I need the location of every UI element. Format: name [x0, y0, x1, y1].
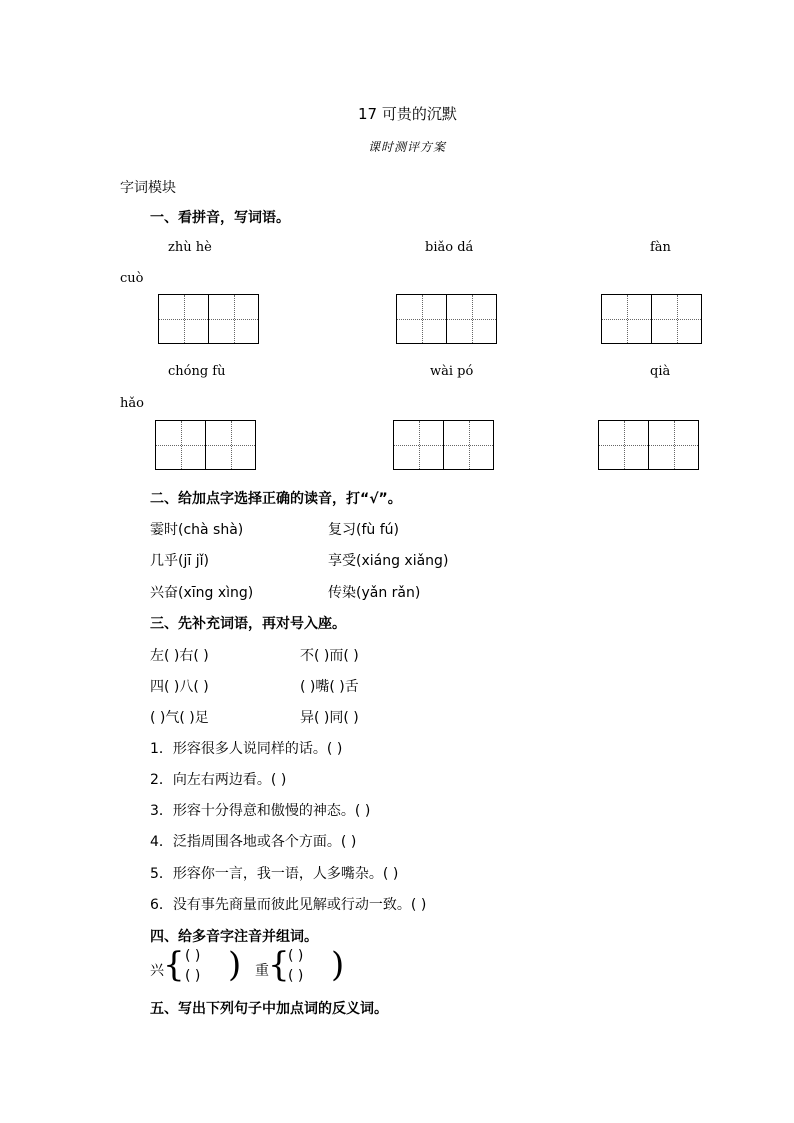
answer-paren[interactable]: ( ) — [288, 948, 304, 964]
grid-cell[interactable] — [206, 420, 256, 470]
pronunciation-item[interactable]: 霎时(chà shà) — [150, 522, 244, 538]
pinyin-5: wài pó — [430, 364, 474, 379]
section3-heading: 三、先补充词语，再对号入座。 — [150, 616, 346, 632]
grid-cell[interactable] — [209, 294, 259, 344]
match-question[interactable]: 4．泛指周围各地或各个方面。( ) — [150, 834, 357, 850]
idiom-fill[interactable]: ( )嘴( )舌 — [300, 679, 359, 695]
grid-cell[interactable] — [159, 294, 209, 344]
answer-paren[interactable]: ( ) — [185, 948, 201, 964]
module-label: 字词模块 — [120, 180, 176, 196]
grid-cell[interactable] — [447, 294, 497, 344]
pronunciation-item[interactable]: 复习(fù fú) — [328, 522, 399, 538]
writing-grid-4[interactable] — [155, 420, 256, 470]
grid-cell[interactable] — [444, 420, 494, 470]
polyphone-char-2: 重 — [255, 963, 269, 979]
writing-grid-1[interactable] — [158, 294, 259, 344]
match-question[interactable]: 6．没有事先商量而彼此见解或行动一致。( ) — [150, 897, 427, 913]
pinyin-6-cont: hǎo — [120, 396, 144, 411]
left-brace-icon: { — [268, 945, 290, 985]
pronunciation-item[interactable]: 传染(yǎn rǎn) — [328, 585, 421, 601]
page-subtitle: 课时测评方案 — [368, 140, 447, 154]
pinyin-2: biǎo dá — [425, 240, 474, 255]
idiom-fill[interactable]: 左( )右( ) — [150, 648, 209, 664]
writing-grid-2[interactable] — [396, 294, 497, 344]
idiom-fill[interactable]: 异( )同( ) — [300, 710, 359, 726]
idiom-fill[interactable]: ( )气( )足 — [150, 710, 209, 726]
match-question[interactable]: 5．形容你一言，我一语，人多嘴杂。( ) — [150, 866, 399, 882]
answer-paren[interactable]: ( ) — [185, 968, 201, 984]
grid-cell[interactable] — [652, 294, 702, 344]
section2-heading: 二、给加点字选择正确的读音，打“√”。 — [150, 491, 402, 507]
pinyin-3-cont: cuò — [120, 271, 144, 286]
idiom-fill[interactable]: 四( )八( ) — [150, 679, 209, 695]
match-question[interactable]: 3．形容十分得意和傲慢的神态。( ) — [150, 803, 371, 819]
pinyin-6: qià — [650, 364, 671, 379]
grid-cell[interactable] — [599, 420, 649, 470]
pinyin-1: zhù hè — [168, 240, 212, 255]
writing-grid-3[interactable] — [601, 294, 702, 344]
polyphone-char-1: 兴 — [150, 963, 164, 979]
writing-grid-6[interactable] — [598, 420, 699, 470]
right-brace-icon: ) — [228, 945, 242, 985]
section1-heading: 一、看拼音，写词语。 — [150, 210, 290, 226]
grid-cell[interactable] — [394, 420, 444, 470]
grid-cell[interactable] — [156, 420, 206, 470]
pronunciation-item[interactable]: 兴奋(xīng xìng) — [150, 585, 254, 601]
section4-heading: 四、给多音字注音并组词。 — [150, 929, 318, 945]
grid-cell[interactable] — [649, 420, 699, 470]
pronunciation-item[interactable]: 享受(xiáng xiǎng) — [328, 553, 449, 569]
page-title: 17 可贵的沉默 — [358, 105, 457, 123]
pronunciation-item[interactable]: 几乎(jī jǐ) — [150, 553, 209, 569]
section5-heading: 五、写出下列句子中加点词的反义词。 — [150, 1001, 388, 1017]
writing-grid-5[interactable] — [393, 420, 494, 470]
answer-paren[interactable]: ( ) — [288, 968, 304, 984]
match-question[interactable]: 2．向左右两边看。( ) — [150, 772, 287, 788]
match-question[interactable]: 1．形容很多人说同样的话。( ) — [150, 741, 343, 757]
left-brace-icon: { — [163, 945, 185, 985]
right-brace-icon: ) — [331, 945, 345, 985]
pinyin-3: fàn — [650, 240, 671, 255]
idiom-fill[interactable]: 不( )而( ) — [300, 648, 359, 664]
pinyin-4: chóng fù — [168, 364, 226, 379]
grid-cell[interactable] — [397, 294, 447, 344]
grid-cell[interactable] — [602, 294, 652, 344]
